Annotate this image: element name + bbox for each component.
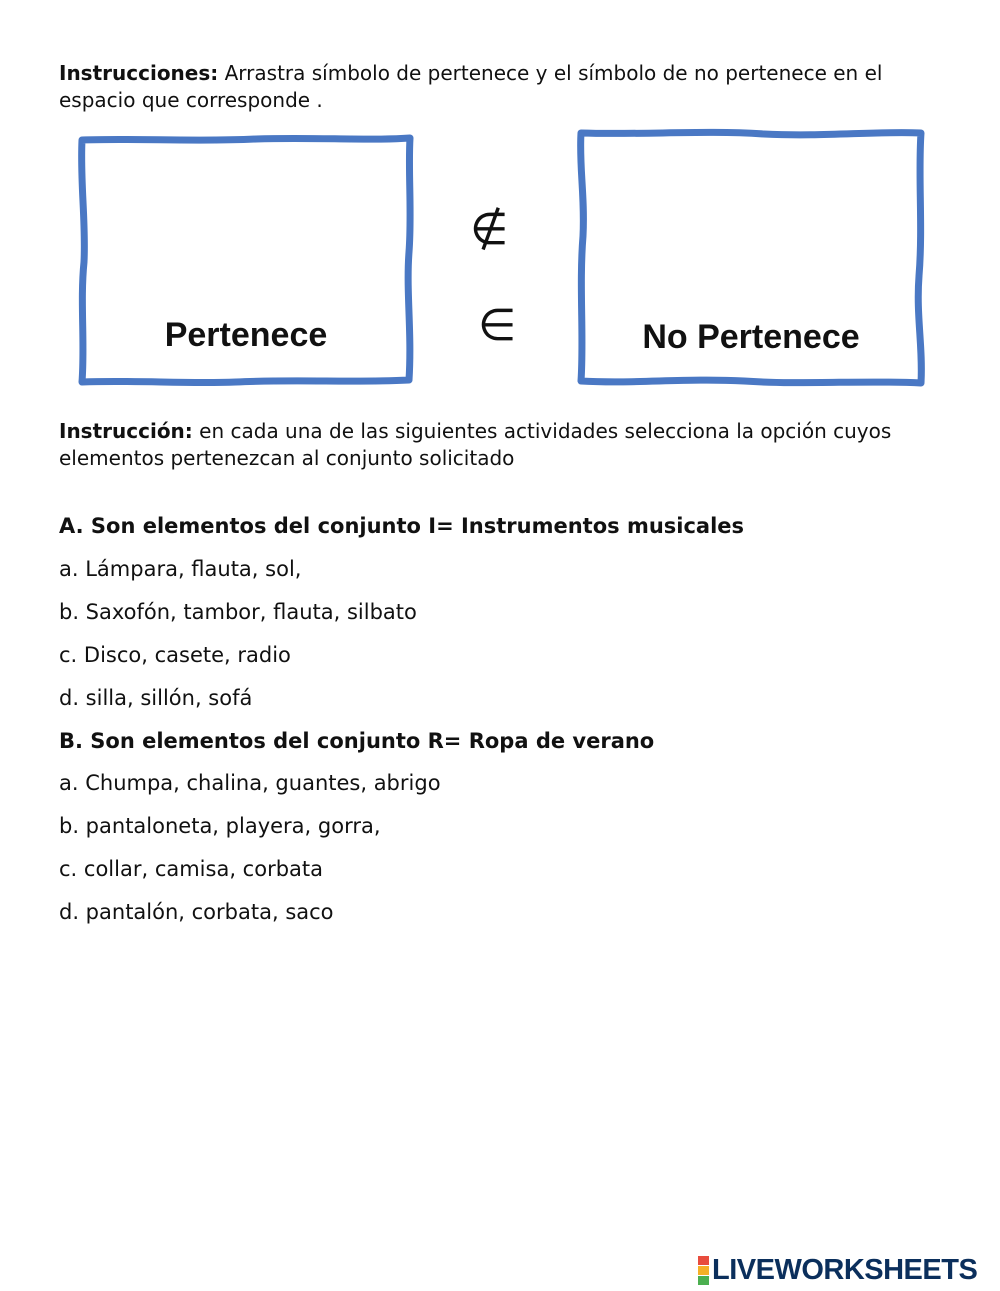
- question-a-option-d[interactable]: d. silla, sillón, sofá: [59, 686, 253, 710]
- logo-blocks-icon: [698, 1256, 709, 1285]
- question-a-option-b[interactable]: b. Saxofón, tambor, flauta, silbato: [59, 600, 417, 624]
- question-a-title: A. Son elementos del conjunto I= Instrumentos musicales: [59, 514, 745, 538]
- question-b-option-a[interactable]: a. Chumpa, chalina, guantes, abrigo: [59, 771, 441, 795]
- element-symbol[interactable]: ∈: [478, 300, 517, 351]
- instruction2-text: en cada una de las siguientes actividades selecciona la opción cuyos elementos pertenezcan al conjunto solicitado: [59, 419, 892, 470]
- logo-text: LIVEWORKSHEETS: [712, 1253, 978, 1286]
- instructions-label: Instrucciones:: [59, 61, 219, 85]
- question-a-option-c[interactable]: c. Disco, casete, radio: [59, 643, 291, 667]
- drop-zone-pertenece[interactable]: [76, 132, 416, 390]
- drop-zone-no-pertenece[interactable]: [574, 126, 928, 390]
- question-b-title: B. Son elementos del conjunto R= Ropa de verano: [59, 729, 655, 753]
- liveworksheets-logo: [698, 1254, 977, 1286]
- question-b-option-d[interactable]: d. pantalón, corbata, saco: [59, 900, 334, 924]
- question-a-option-a[interactable]: a. Lámpara, flauta, sol,: [59, 557, 302, 581]
- instruction2-label: Instrucción:: [59, 419, 193, 443]
- drop-zone-label: Pertenece: [164, 316, 328, 354]
- question-b-option-c[interactable]: c. collar, camisa, corbata: [59, 857, 324, 881]
- instructions-paragraph: [59, 60, 939, 114]
- drop-zone-label: No Pertenece: [642, 318, 860, 356]
- instructions-text: Arrastra símbolo de pertenece y el símbolo de no pertenece en el espacio que corresponde .: [59, 61, 883, 112]
- not-element-symbol[interactable]: ∉: [470, 204, 509, 255]
- instruction2-paragraph: [59, 418, 939, 472]
- question-b-option-b[interactable]: b. pantaloneta, playera, gorra,: [59, 814, 381, 838]
